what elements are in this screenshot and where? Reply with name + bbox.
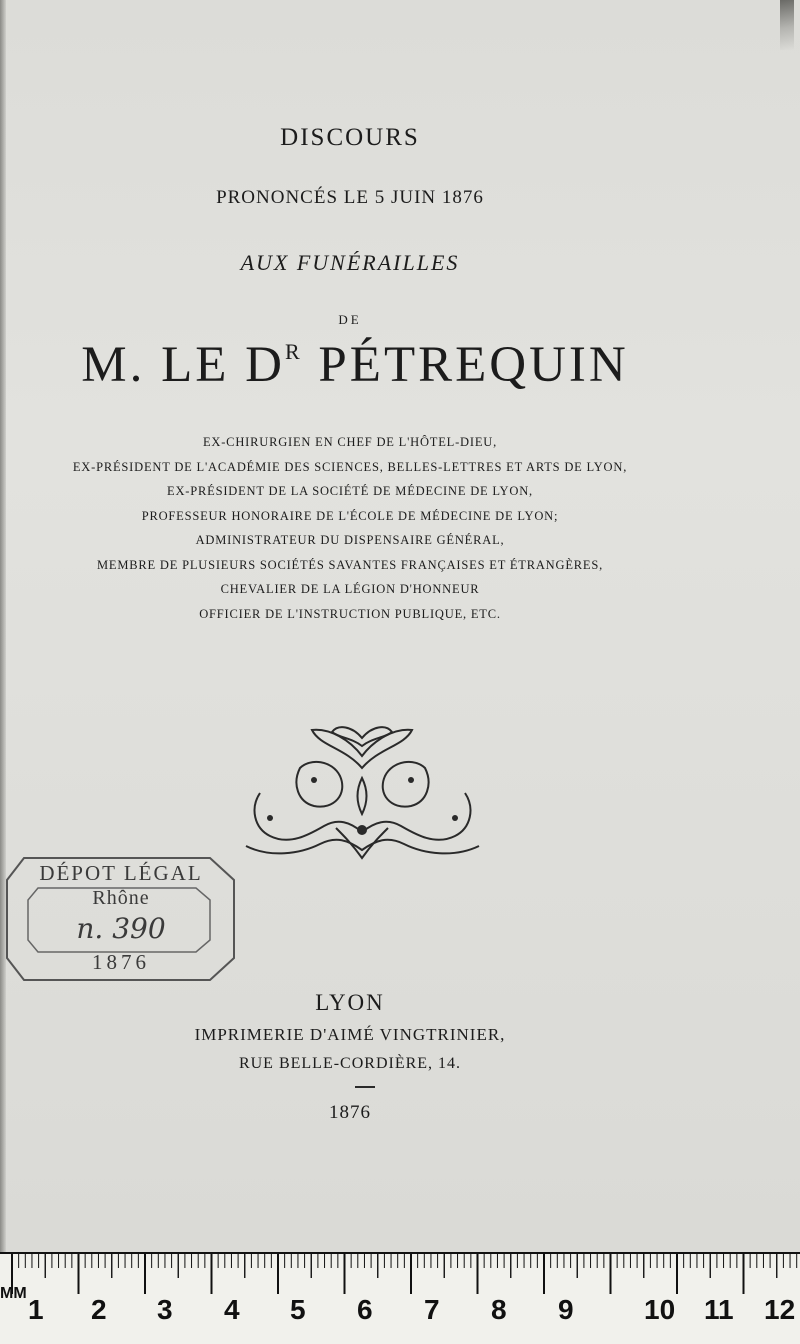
ruler-number: 6 [357, 1294, 373, 1325]
printer-name: IMPRIMERIE D'AIMÉ VINGTRINIER, [194, 1025, 506, 1044]
title-line: OFFICIER DE L'INSTRUCTION PUBLIQUE, ETC. [199, 606, 501, 621]
separator-rule [355, 1086, 375, 1088]
title-line: EX-PRÉSIDENT DE LA SOCIÉTÉ DE MÉDECINE DE LYON, [167, 484, 533, 498]
ornament-vignette [240, 718, 485, 863]
stamp-year: 1876 [92, 950, 150, 974]
title-line: MEMBRE DE PLUSIEURS SOCIÉTÉS SAVANTES FRANÇAISES ET ÉTRANGÈRES, [96, 557, 604, 572]
corner-mark [780, 0, 794, 50]
ruler-unit: MM [0, 1285, 27, 1302]
publication-year: 1876 [329, 1102, 371, 1123]
ruler-number: 2 [91, 1294, 107, 1325]
name-prefix: M. LE D [81, 337, 285, 393]
ruler-number: 10 [644, 1294, 676, 1325]
title-line: EX-PRÉSIDENT DE L'ACADÉMIE DES SCIENCES, BELLES-LETTRES ET ARTS DE LYON, [72, 459, 628, 474]
printer-address: RUE BELLE-CORDIÈRE, 14. [238, 1055, 462, 1072]
title-line: ADMINISTRATEUR DU DISPENSAIRE GÉNÉRAL, [195, 533, 505, 547]
ruler-ticks [0, 1252, 800, 1344]
honoree-name [0, 336, 710, 394]
funeral-line: AUX FUNÉRAILLES [240, 250, 460, 275]
ruler-number: 4 [224, 1294, 240, 1325]
title-line: EX-CHIRURGIEN EN CHEF DE L'HÔTEL-DIEU, [202, 435, 498, 449]
name-suffix: PÉTREQUIN [302, 337, 629, 393]
publication-city: LYON [315, 990, 385, 1015]
stamp-region: Rhône [92, 887, 150, 909]
document-heading: DISCOURS [280, 124, 420, 151]
title-line: CHEVALIER DE LA LÉGION D'HONNEUR [220, 582, 480, 596]
ruler-number: 1 [28, 1294, 44, 1325]
stamp-number: n. 390 [76, 912, 166, 945]
ruler-number: 7 [424, 1294, 440, 1325]
document-subheading: PRONONCÉS LE 5 JUIN 1876 [216, 187, 484, 208]
ruler-number: 9 [558, 1294, 574, 1325]
ruler-number: 5 [290, 1294, 306, 1325]
honoree-titles [0, 430, 700, 626]
ruler-number: 8 [491, 1294, 507, 1325]
title-line: PROFESSEUR HONORAIRE DE L'ÉCOLE DE MÉDECINE DE LYON; [141, 508, 559, 523]
ruler-number: 3 [157, 1294, 173, 1325]
name-superscript: R [284, 339, 303, 364]
ruler-number: 12 [764, 1294, 796, 1325]
stamp-title: DÉPOT LÉGAL [39, 861, 203, 885]
de-line: DE [338, 312, 362, 327]
ruler-number: 11 [704, 1294, 734, 1325]
